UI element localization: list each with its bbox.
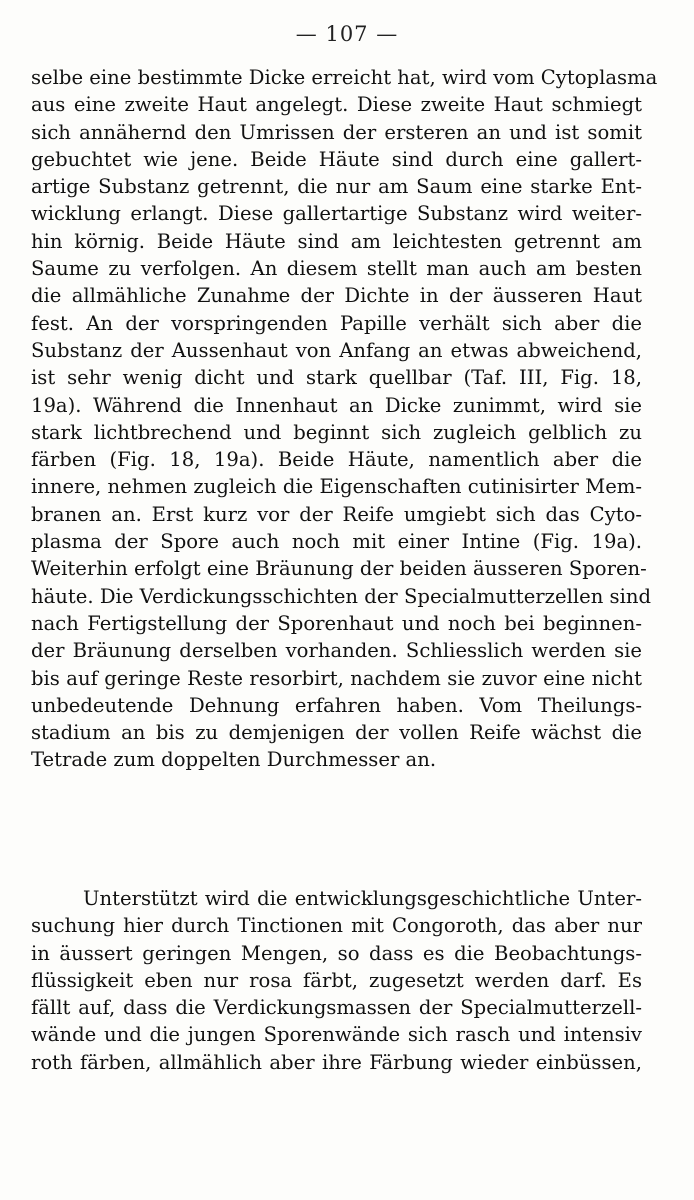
text-line: stark lichtbrechend und beginnt sich zugleich gelblich zu: [31, 420, 642, 444]
text-line: färben (Fig. 18, 19a). Beide Häute, namentlich aber die: [31, 448, 642, 472]
text-line: die allmähliche Zunahme der Dichte in der äusseren Haut: [31, 284, 642, 308]
text-line: plasma der Spore auch noch mit einer Intine (Fig. 19a).: [31, 530, 642, 554]
paragraph-1: [31, 64, 658, 774]
text-line: Weiterhin erfolgt eine Bräunung der beiden äusseren Sporen-: [31, 557, 647, 581]
text-line: Unterstützt wird die entwicklungsgeschichtliche Unter-: [83, 887, 642, 910]
text-line: wicklung erlangt. Diese gallertartige Substanz wird weiter-: [31, 202, 642, 226]
text-line: sich annähernd den Umrissen der ersteren an und ist somit: [31, 120, 642, 144]
text-line: Tetrade zum doppelten Durchmesser an.: [31, 748, 437, 772]
text-line: häute. Die Verdickungsschichten der Specialmutterzellen sind: [31, 584, 652, 608]
text-line: fällt auf, dass die Verdickungsmassen der Specialmutterzell-: [31, 996, 642, 1020]
text-line: hin körnig. Beide Häute sind am leichtesten getrennt am: [31, 229, 642, 253]
text-line: wände und die jungen Sporenwände sich rasch und intensiv: [31, 1023, 642, 1047]
text-line: bis auf geringe Reste resorbirt, nachdem sie zuvor eine nicht: [31, 666, 642, 690]
page-number: — 107 —: [295, 22, 399, 46]
paragraph-2: [31, 885, 642, 1076]
text-line: artige Substanz getrennt, die nur am Saum eine starke Ent-: [31, 175, 642, 199]
text-line: der Bräunung derselben vorhanden. Schliesslich werden sie: [31, 639, 642, 663]
text-line: aus eine zweite Haut angelegt. Diese zweite Haut schmiegt: [31, 93, 642, 117]
text-line: Saume zu verfolgen. An diesem stellt man auch am besten: [31, 257, 642, 281]
text-line: roth färben, allmählich aber ihre Färbung wieder einbüssen,: [31, 1050, 642, 1074]
text-line: stadium an bis zu demjenigen der vollen Reife wächst die: [31, 721, 642, 745]
text-line: in äussert geringen Mengen, so dass es die Beobachtungs-: [31, 941, 642, 965]
text-line: gebuchtet wie jene. Beide Häute sind durch eine gallert-: [31, 147, 642, 171]
text-line: Substanz der Aussenhaut von Anfang an etwas abweichend,: [31, 338, 642, 362]
text-line: innere, nehmen zugleich die Eigenschaften cutinisirter Mem-: [31, 475, 642, 499]
text-line: 19a). Während die Innenhaut an Dicke zunimmt, wird sie: [31, 393, 642, 417]
text-line: suchung hier durch Tinctionen mit Congoroth, das aber nur: [31, 914, 642, 938]
text-line: branen an. Erst kurz vor der Reife umgiebt sich das Cyto-: [31, 502, 642, 526]
text-line: selbe eine bestimmte Dicke erreicht hat, wird vom Cytoplasma: [31, 66, 658, 89]
text-line: flüssigkeit eben nur rosa färbt, zugesetzt werden darf. Es: [31, 968, 642, 992]
text-line: unbedeutende Dehnung erfahren haben. Vom Theilungs-: [31, 693, 642, 717]
text-line: ist sehr wenig dicht und stark quellbar (Taf. III, Fig. 18,: [31, 366, 642, 390]
text-line: fest. An der vorspringenden Papille verhält sich aber die: [31, 311, 642, 335]
text-line: nach Fertigstellung der Sporenhaut und noch bei beginnen-: [31, 611, 642, 635]
